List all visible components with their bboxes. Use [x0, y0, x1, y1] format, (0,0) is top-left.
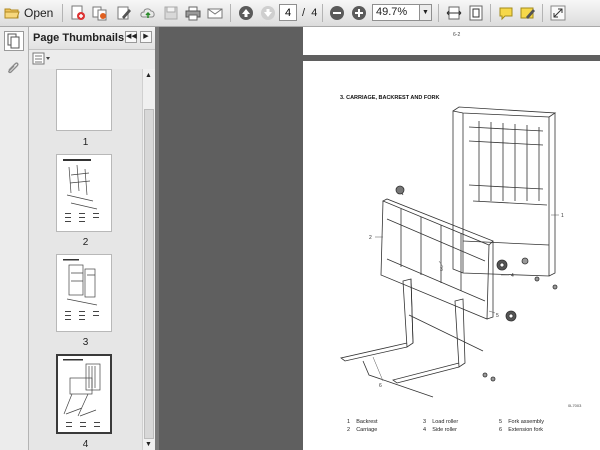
page-number-label: 6-2	[453, 32, 461, 38]
attachments-tab[interactable]	[4, 59, 24, 79]
thumbnail-label: 4	[82, 439, 89, 450]
fit-width-icon	[446, 5, 462, 21]
section-title: 3. CARRIAGE, BACKREST AND FORK	[340, 95, 440, 101]
exploded-parts-diagram	[303, 61, 600, 406]
fit-page-button[interactable]	[466, 3, 486, 23]
panel-header	[29, 27, 155, 50]
toolbar	[0, 0, 600, 27]
page-total: / 4	[302, 7, 318, 19]
panel-title: Page Thumbnails	[33, 32, 125, 44]
panel-resize-handle[interactable]	[155, 27, 159, 450]
scrollbar-thumb[interactable]	[144, 109, 154, 439]
panel-options-bar	[29, 50, 155, 68]
legend-item: 2 Carriage	[347, 427, 378, 433]
thumbnail-list	[29, 69, 142, 450]
create-pdf-button[interactable]	[68, 3, 88, 23]
expand-arrows-icon	[550, 5, 566, 21]
page-thumbnails-tab[interactable]	[4, 31, 24, 51]
callout-1: 1	[561, 213, 564, 219]
comment-button[interactable]	[496, 3, 516, 23]
thumbnail-page-2[interactable]	[56, 154, 112, 232]
thumbnail-scrollbar[interactable]	[142, 69, 156, 450]
thumbnail-drawing	[57, 155, 111, 231]
upload-button[interactable]	[138, 3, 158, 23]
thumbnail-drawing	[57, 255, 111, 331]
callout-5: 5	[496, 313, 499, 319]
open-button[interactable]	[4, 3, 58, 23]
thumbnail-label: 2	[82, 237, 89, 248]
thumbnail-label: 3	[82, 337, 89, 348]
scroll-up-arrow[interactable]: ▲	[145, 72, 152, 79]
legend-item: 6 Extension fork	[499, 427, 544, 433]
zoom-in-button[interactable]	[349, 3, 369, 23]
options-menu-button[interactable]	[32, 52, 52, 66]
zoom-level-field[interactable]: 49.7%	[372, 4, 420, 21]
collapse-panel-button[interactable]: ◀◀	[125, 31, 137, 43]
pages-icon	[5, 32, 23, 50]
panel-next-button[interactable]: ▶	[140, 31, 152, 43]
fit-width-button[interactable]	[444, 3, 464, 23]
combine-files-icon	[92, 5, 108, 21]
thumbnail-drawing	[58, 356, 110, 432]
page-number-input[interactable]	[279, 4, 297, 21]
scroll-down-arrow[interactable]: ▼	[145, 441, 152, 448]
highlight-button[interactable]	[518, 3, 538, 23]
previous-page-button[interactable]	[236, 3, 256, 23]
legend-item: 3 Load roller	[423, 419, 459, 425]
navigation-strip	[0, 27, 29, 450]
callout-4: 4	[511, 273, 514, 279]
plus-circle-icon	[351, 5, 367, 21]
legend-item: 4 Side roller	[423, 427, 457, 433]
speech-bubble-icon	[498, 5, 514, 21]
edit-pencil-icon	[116, 5, 132, 21]
folder-icon	[4, 6, 20, 20]
thumbnail-page-3[interactable]	[56, 254, 112, 332]
options-icon	[32, 52, 52, 66]
envelope-icon	[207, 5, 223, 21]
expand-button[interactable]	[548, 3, 568, 23]
open-label: Open	[24, 6, 54, 20]
document-page	[303, 61, 600, 450]
edit-button[interactable]	[114, 3, 134, 23]
thumbnail-page-1[interactable]	[56, 69, 112, 131]
create-pdf-icon	[70, 5, 86, 21]
callout-2: 2	[369, 235, 372, 241]
figure-code: 0L7003	[568, 403, 582, 408]
arrow-up-circle-icon	[238, 5, 254, 21]
print-button[interactable]	[183, 3, 203, 23]
cloud-upload-icon	[139, 5, 157, 21]
arrow-down-circle-icon	[260, 5, 276, 21]
printer-icon	[185, 5, 201, 21]
combine-button[interactable]	[90, 3, 110, 23]
page-thumbnails-panel	[29, 27, 155, 450]
legend-item: 5 Fork assembly	[499, 419, 544, 425]
minus-circle-icon	[329, 5, 345, 21]
previous-page-bottom	[303, 27, 600, 55]
email-button[interactable]	[205, 3, 225, 23]
zoom-out-button[interactable]	[327, 3, 347, 23]
legend-item: 1 Backrest	[347, 419, 378, 425]
thumbnail-label: 1	[82, 137, 89, 148]
next-page-button[interactable]	[258, 3, 278, 23]
fit-page-icon	[468, 5, 484, 21]
callout-6: 6	[379, 383, 382, 389]
callout-3: 3	[440, 267, 443, 273]
save-disk-icon	[163, 5, 179, 21]
thumbnail-page-4[interactable]	[56, 354, 112, 434]
paperclip-icon	[4, 59, 22, 77]
zoom-dropdown-arrow[interactable]: ▼	[420, 4, 432, 21]
save-button[interactable]	[161, 3, 181, 23]
highlighter-icon	[520, 5, 536, 21]
